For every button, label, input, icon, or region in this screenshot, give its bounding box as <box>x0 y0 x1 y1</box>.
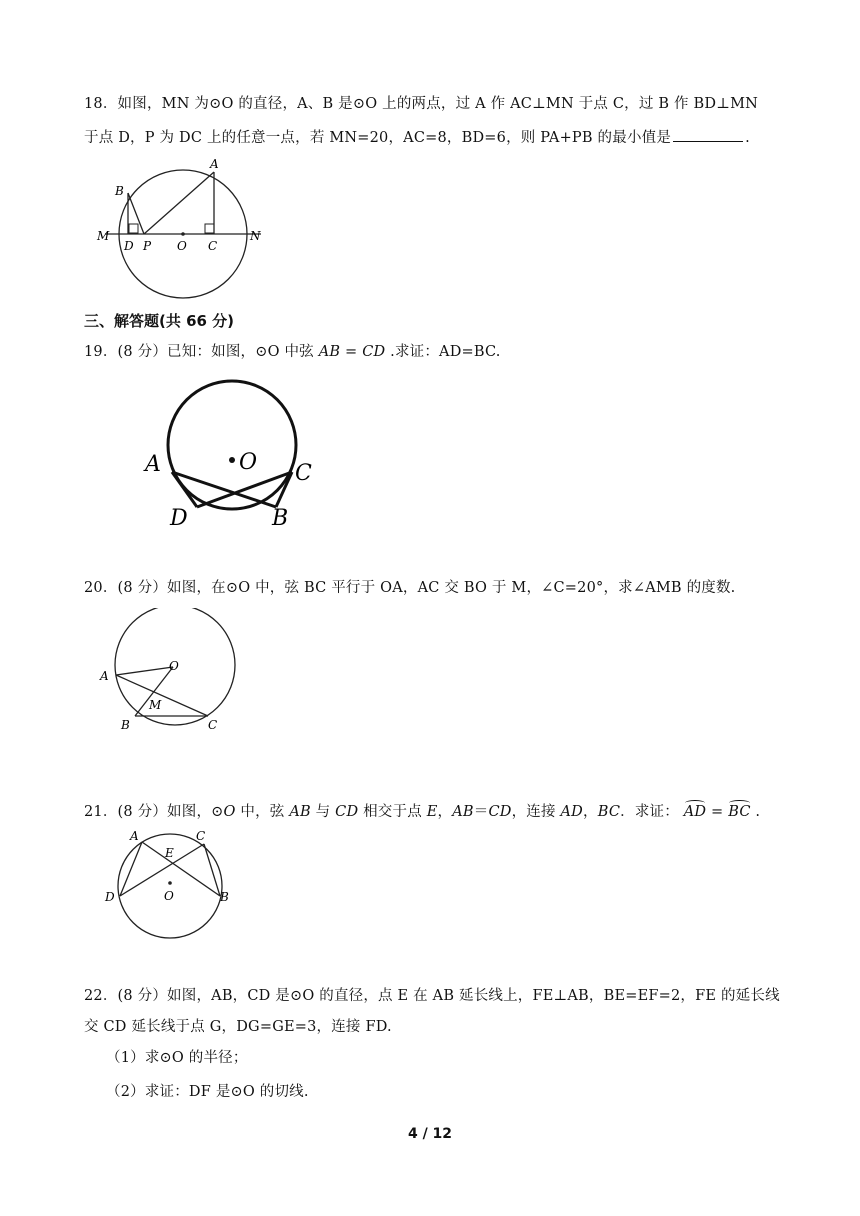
q20-label-a: A <box>100 669 109 683</box>
q21-e: E <box>426 804 438 820</box>
q21-prefix: 21．(8 分）如图，⊙ <box>84 804 224 820</box>
q19-label-o: O <box>239 450 258 475</box>
q19-math: AB = CD <box>318 344 386 360</box>
q21-cd2: CD <box>488 804 512 820</box>
q21-chord-cb <box>204 844 220 896</box>
q18-right-angle-c <box>205 224 214 233</box>
q19-label-a: A <box>145 452 161 477</box>
q20-segment-ao <box>116 667 173 675</box>
q19-label-d: D <box>170 506 188 531</box>
q18-line2 <box>84 126 750 147</box>
q21-end: . <box>750 804 761 820</box>
q21-label-a: A <box>130 829 139 843</box>
q21-mid1: 中，弦 <box>235 804 290 820</box>
q20-figure <box>95 608 245 738</box>
q21-mid2: 与 <box>310 804 336 820</box>
section-heading: 三、解答题(共 66 分) <box>84 312 235 330</box>
q20-label-b: B <box>121 718 130 732</box>
q21-ab: AB <box>289 804 311 820</box>
q18-label-m: M <box>97 229 110 243</box>
q18-right-angle-d <box>129 224 138 233</box>
q21-mid3: 相交于点 <box>358 804 427 820</box>
q21-comma: ， <box>583 804 598 820</box>
q19-suffix: .求证：AD=BC. <box>385 344 501 360</box>
q18-center-dot <box>181 232 185 236</box>
q18-label-b: B <box>115 184 124 198</box>
q19-figure <box>135 370 335 535</box>
q21-arc-bc: BC <box>728 804 751 820</box>
q21-arc-eq: = <box>706 804 729 820</box>
q18-segment-pb <box>128 193 144 234</box>
q18-label-n: N <box>250 229 261 243</box>
q19-label-c: C <box>295 461 312 486</box>
q21-chord-cd <box>120 844 204 896</box>
q19-center-dot <box>229 457 235 463</box>
q21-ad: AD <box>560 804 583 820</box>
page-number: 4 / 12 <box>407 1126 453 1142</box>
q20-label-m: M <box>149 698 162 712</box>
q18-line1: 18．如图，MN 为⊙O 的直径，A、B 是⊙O 上的两点，过 A 作 AC⊥MN 于点 C，过 B 作 BD⊥MN <box>84 96 759 112</box>
q19-prefix: 19．(8 分）已知：如图，⊙O 中弦 <box>84 344 319 360</box>
q21-label-d: D <box>105 890 115 904</box>
q21-label-o: O <box>164 889 174 903</box>
q21-mid4: ， <box>437 804 453 820</box>
q21-mid6: ．求证： <box>620 804 684 820</box>
q21-label-e: E <box>165 846 174 860</box>
q18-line2-text: 于点 D，P 为 DC 上的任意一点，若 MN=20，AC=8，BD=6，则 PA+PB 的最小值是 <box>84 130 672 146</box>
q19-circle <box>168 381 296 509</box>
q19-line <box>84 340 501 361</box>
q21-center-dot <box>168 881 172 885</box>
q21-label-c: C <box>196 829 206 843</box>
q18-label-d: D <box>124 239 134 253</box>
q22-line1: 22．(8 分）如图，AB，CD 是⊙O 的直径，点 E 在 AB 延长线上，FE⊥AB，BE=EF=2，FE 的延长线 <box>84 988 780 1004</box>
q19-label-b: B <box>272 506 289 531</box>
q22-sub1: （1）求⊙O 的半径； <box>106 1050 248 1066</box>
q21-line <box>84 800 760 821</box>
q21-o: O <box>223 804 236 820</box>
q21-cd: CD <box>335 804 359 820</box>
q18-label-a: A <box>210 157 219 171</box>
q21-label-b: B <box>220 890 229 904</box>
answer-blank <box>673 129 743 142</box>
q18-label-c: C <box>208 239 218 253</box>
q18-figure <box>95 155 275 300</box>
q21-mid5: ，连接 <box>511 804 561 820</box>
q20-label-o: O <box>169 659 179 673</box>
q18-end: . <box>745 130 750 146</box>
q21-arc-ad: AD <box>683 804 707 820</box>
q21-eq: ＝ <box>473 804 489 820</box>
q21-figure <box>100 826 240 941</box>
q18-segment-pa <box>144 172 214 234</box>
q21-chord-ad <box>120 842 142 896</box>
q22-sub2: （2）求证：DF 是⊙O 的切线. <box>106 1084 309 1100</box>
q20-label-c: C <box>208 718 218 732</box>
q21-ab2: AB <box>452 804 474 820</box>
q21-bc: BC <box>597 804 621 820</box>
q22-line2: 交 CD 延长线于点 G，DG=GE=3，连接 FD. <box>84 1019 392 1035</box>
q18-label-o: O <box>177 239 187 253</box>
q20-line: 20．(8 分）如图，在⊙O 中，弦 BC 平行于 OA，AC 交 BO 于 M，∠C=20°，求∠AMB 的度数. <box>84 580 736 596</box>
q18-label-p: P <box>143 239 152 253</box>
